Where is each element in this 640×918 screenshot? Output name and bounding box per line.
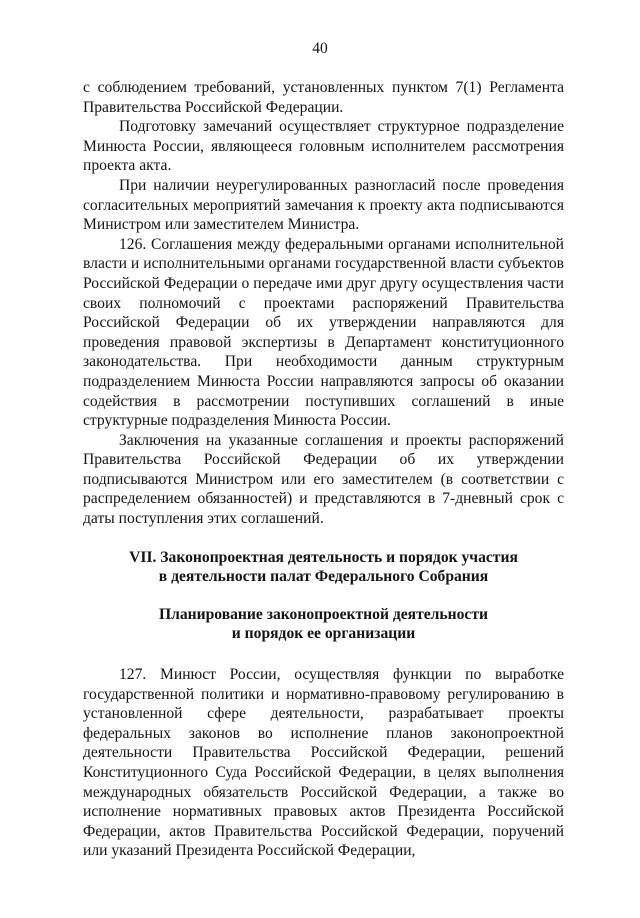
section-heading-line-1: VII. Законопроектная деятельность и порядок участия [129, 548, 518, 566]
paragraph-continuation: с соблюдением требований, установленных пунктом 7(1) Регламента Правительства Российской Федерации. [83, 79, 564, 116]
subsection-heading-line-1: Планирование законопроектной деятельности [158, 605, 488, 623]
paragraph-remarks-preparation: Подготовку замечаний осуществляет структурное подразделение Минюста России, являющееся головным исполнителем рассмотрения проекта акта. [83, 118, 564, 175]
paragraph-conclusions: Заключения на указанные соглашения и проекты распоряжений Правительства Российской Федерации об их утверждении подписываются Министром или его заместителем (в соответствии с распределением обязанностей) и представляются в 7-дневный срок с даты поступления этих соглашений. [83, 431, 564, 528]
paragraph-126: 126. Соглашения между федеральными органами исполнительной власти и исполнительными органами государственной власти субъектов Российской Федерации о передаче ими друг другу осуществления части своих полномочий с проектами распоряжений Правительства Российской Федерации об их утверждении направляются для проведения правовой экспертизы в Департамент конституционного законодательства. При необходимости данным структурным подразделением Минюста России направляются запросы об оказании содействия в рассмотрении поступивших соглашений в иные структурные подразделения Минюста России. [83, 235, 564, 430]
section-heading [83, 548, 564, 587]
document-body [83, 78, 564, 861]
paragraph-127: 127. Минюст России, осуществляя функции по выработке государственной политики и нормативно-правовому регулированию в установленной сфере деятельности, разрабатывает проекты федеральных законов во исполнение планов законопроектной деятельности Правительства Российской Федерации, решений Конституционного Суда Российской Федерации, в целях выполнения международных обязательств Российской Федерации, а также во исполнение нормативных правовых актов Президента Российской Федерации, актов Правительства Российской Федерации, поручений или указаний Президента Российской Федерации, [83, 666, 564, 860]
page-number: 40 [312, 40, 328, 57]
subsection-heading [83, 605, 564, 644]
paragraph-unresolved-disagreements: При наличии неурегулированных разногласий после проведения согласительных мероприятий замечания к проекту акта подписываются Министром или заместителем Министра. [83, 176, 564, 234]
subsection-heading-line-2: и порядок ее организации [231, 625, 416, 643]
section-heading-line-2: в деятельности палат Федерального Собрания [158, 568, 489, 586]
